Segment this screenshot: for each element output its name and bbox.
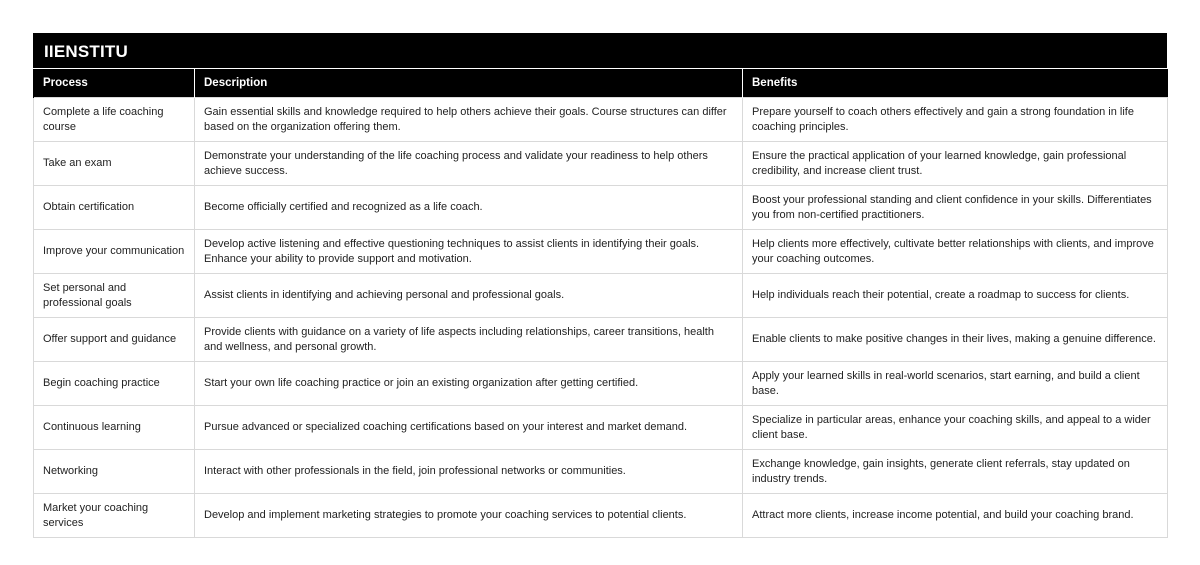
- benefits-cell: Help clients more effectively, cultivate better relationships with clients, and improve your coaching outcomes.: [743, 230, 1168, 274]
- process-cell: Offer support and guidance: [34, 318, 195, 362]
- benefits-cell: Boost your professional standing and client confidence in your skills. Differentiates you from non-certified practitioners.: [743, 186, 1168, 230]
- table-row: [34, 362, 1168, 406]
- header-description: Description: [195, 69, 743, 98]
- header-row: [34, 69, 1168, 98]
- table-row: [34, 318, 1168, 362]
- table-row: [34, 186, 1168, 230]
- benefits-cell: Specialize in particular areas, enhance your coaching skills, and appeal to a wider client base.: [743, 406, 1168, 450]
- header-process: Process: [34, 69, 195, 98]
- process-cell: Set personal and professional goals: [34, 274, 195, 318]
- benefits-cell: Prepare yourself to coach others effectively and gain a strong foundation in life coaching principles.: [743, 98, 1168, 142]
- table-row: [34, 406, 1168, 450]
- benefits-cell: Exchange knowledge, gain insights, generate client referrals, stay updated on industry trends.: [743, 450, 1168, 494]
- description-cell: Assist clients in identifying and achieving personal and professional goals.: [195, 274, 743, 318]
- description-cell: Become officially certified and recognized as a life coach.: [195, 186, 743, 230]
- description-cell: Gain essential skills and knowledge required to help others achieve their goals. Course structures can differ based on the organization offering them.: [195, 98, 743, 142]
- process-cell: Networking: [34, 450, 195, 494]
- description-cell: Interact with other professionals in the field, join professional networks or communities.: [195, 450, 743, 494]
- benefits-cell: Enable clients to make positive changes in their lives, making a genuine difference.: [743, 318, 1168, 362]
- description-cell: Develop active listening and effective questioning techniques to assist clients in identifying their goals. Enhance your ability to provide support and motivation.: [195, 230, 743, 274]
- process-cell: Begin coaching practice: [34, 362, 195, 406]
- benefits-cell: Ensure the practical application of your learned knowledge, gain professional credibility, and increase client trust.: [743, 142, 1168, 186]
- process-cell: Market your coaching services: [34, 494, 195, 538]
- table-row: [34, 274, 1168, 318]
- table-container: [33, 33, 1167, 538]
- process-table: [33, 68, 1168, 538]
- table-row: [34, 142, 1168, 186]
- description-cell: Pursue advanced or specialized coaching certifications based on your interest and market demand.: [195, 406, 743, 450]
- process-cell: Improve your communication: [34, 230, 195, 274]
- table-row: [34, 450, 1168, 494]
- table-title: IIENSTITU: [33, 33, 1167, 68]
- table-row: [34, 230, 1168, 274]
- description-cell: Develop and implement marketing strategies to promote your coaching services to potential clients.: [195, 494, 743, 538]
- header-benefits: Benefits: [743, 69, 1168, 98]
- process-cell: Continuous learning: [34, 406, 195, 450]
- table-row: [34, 98, 1168, 142]
- process-cell: Obtain certification: [34, 186, 195, 230]
- description-cell: Provide clients with guidance on a variety of life aspects including relationships, career transitions, health and wellness, and personal growth.: [195, 318, 743, 362]
- description-cell: Start your own life coaching practice or join an existing organization after getting certified.: [195, 362, 743, 406]
- benefits-cell: Help individuals reach their potential, create a roadmap to success for clients.: [743, 274, 1168, 318]
- process-cell: Complete a life coaching course: [34, 98, 195, 142]
- table-row: [34, 494, 1168, 538]
- description-cell: Demonstrate your understanding of the life coaching process and validate your readiness to help others achieve success.: [195, 142, 743, 186]
- benefits-cell: Attract more clients, increase income potential, and build your coaching brand.: [743, 494, 1168, 538]
- benefits-cell: Apply your learned skills in real-world scenarios, start earning, and build a client base.: [743, 362, 1168, 406]
- process-cell: Take an exam: [34, 142, 195, 186]
